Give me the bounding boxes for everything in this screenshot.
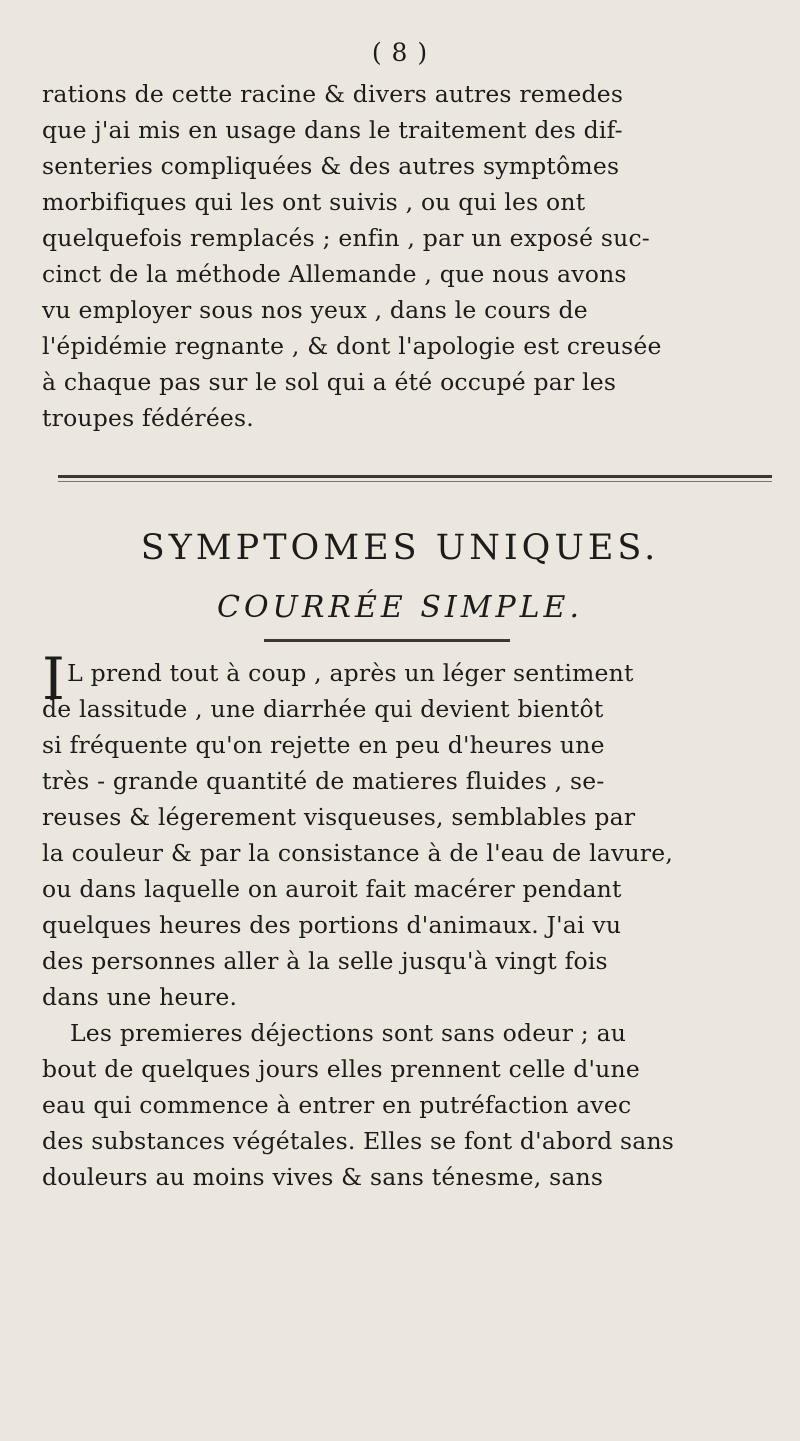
text-line: Les premieres déjections sont sans odeur ; au — [70, 1019, 627, 1047]
text-line: l'épidémie regnante , & dont l'apologie est creusée — [42, 332, 662, 360]
text-line: cinct de la méthode Allemande , que nous avons — [42, 260, 627, 288]
text-line: eau qui commence à entrer en putréfaction avec — [42, 1091, 632, 1119]
text-line: quelques heures des portions d'animaux. J'ai vu — [42, 911, 622, 939]
section-title: SYMPTOMES UNIQUES. — [140, 528, 660, 568]
page-number: ( 8 ) — [371, 38, 429, 67]
text-line: si fréquente qu'on rejette en peu d'heures une — [42, 731, 605, 759]
text-line: vu employer sous nos yeux , dans le cours de — [42, 296, 588, 324]
paragraph-symptoms — [42, 645, 772, 1195]
text-line: troupes fédérées. — [42, 404, 254, 432]
first-line-text: L prend tout à coup , après un léger sentiment — [67, 659, 634, 687]
text-line: de lassitude , une diarrhée qui devient bientôt — [42, 695, 604, 723]
text-line: ou dans laquelle on auroit fait macérer pendant — [42, 875, 622, 903]
subtitle-divider — [264, 639, 510, 642]
text-line: dans une heure. — [42, 983, 238, 1011]
text-line: à chaque pas sur le sol qui a été occupé par les — [42, 368, 617, 396]
text-line: douleurs au moins vives & sans ténesme, sans — [42, 1163, 604, 1191]
text-line: la couleur & par la consistance à de l'eau de lavure, — [42, 839, 674, 867]
text-line: des substances végétales. Elles se font d'abord sans — [42, 1127, 675, 1155]
text-line: bout de quelques jours elles prennent celle d'une — [42, 1055, 640, 1083]
text-line: reuses & légerement visqueuses, semblables par — [42, 803, 636, 831]
section-divider — [58, 475, 772, 478]
text-line: morbifiques qui les ont suivis , ou qui les ont — [42, 188, 586, 216]
text-line: que j'ai mis en usage dans le traitement des dif- — [42, 116, 623, 144]
drop-cap: I — [42, 645, 66, 713]
paragraph-continuation — [42, 76, 772, 436]
text-line: rations de cette racine & divers autres remedes — [42, 80, 624, 108]
text-line: senteries compliquées & des autres symptômes — [42, 152, 620, 180]
text-line: très - grande quantité de matieres fluides , se- — [42, 767, 605, 795]
section-divider-thin — [58, 481, 772, 482]
text-line: des personnes aller à la selle jusqu'à vingt fois — [42, 947, 608, 975]
section-subtitle: COURRÉE SIMPLE. — [216, 590, 583, 625]
text-line: quelquefois remplacés ; enfin , par un exposé suc- — [42, 224, 650, 252]
